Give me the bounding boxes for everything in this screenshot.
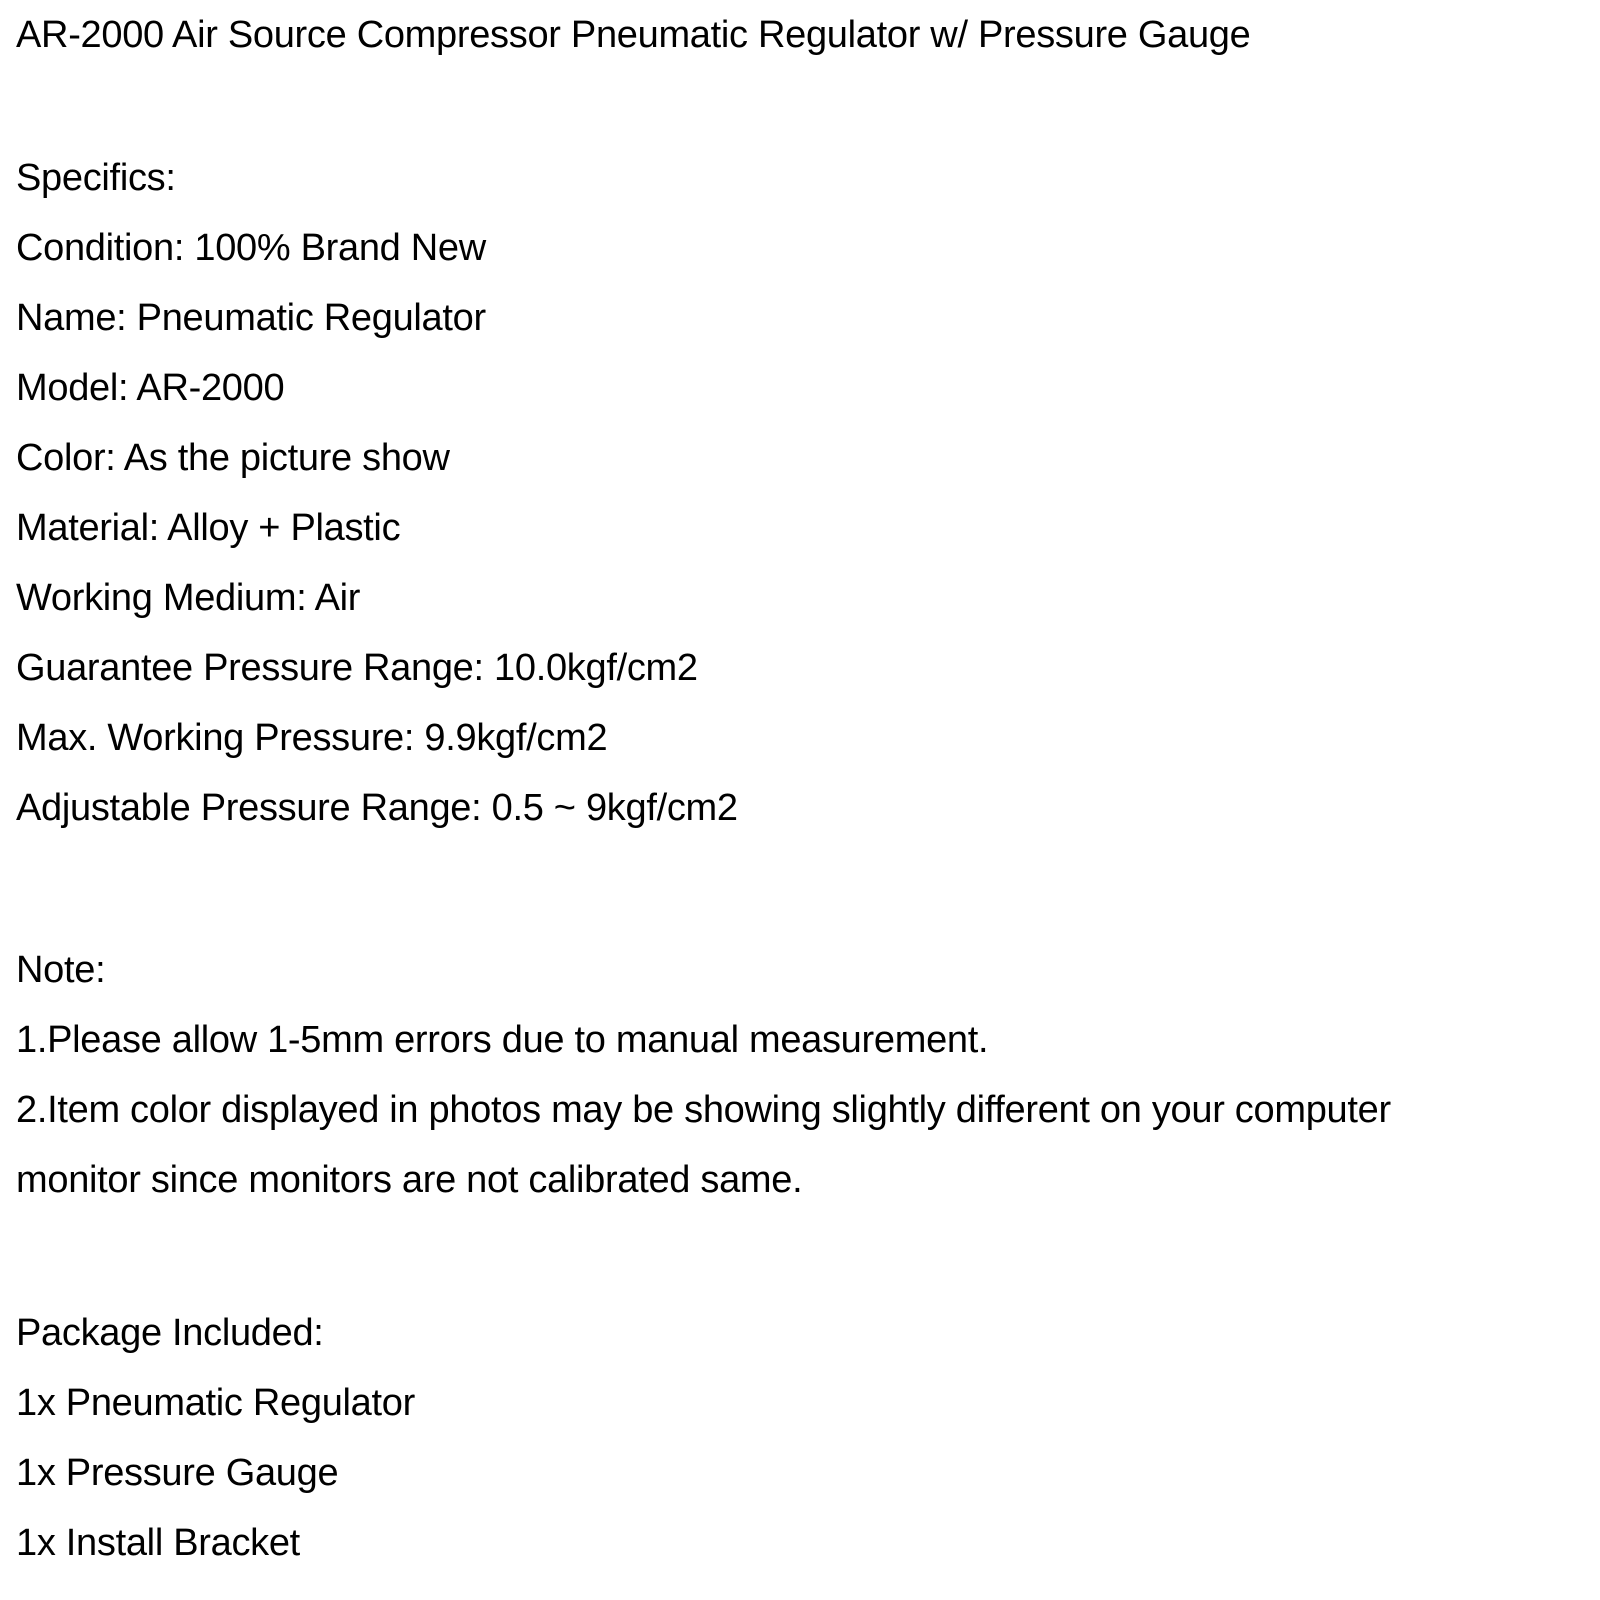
note-heading: Note: <box>16 949 106 991</box>
product-title: AR-2000 Air Source Compressor Pneumatic Regulator w/ Pressure Gauge <box>16 14 1251 56</box>
specifics-heading: Specifics: <box>16 157 176 199</box>
specifics-line-guarantee-pressure: Guarantee Pressure Range: 10.0kgf/cm2 <box>16 647 698 689</box>
specifics-line-name: Name: Pneumatic Regulator <box>16 297 486 339</box>
package-heading: Package Included: <box>16 1312 324 1354</box>
specifics-line-condition: Condition: 100% Brand New <box>16 227 486 269</box>
note-line-2: 2.Item color displayed in photos may be showing slightly different on your computer <box>16 1089 1391 1131</box>
specifics-line-model: Model: AR-2000 <box>16 367 285 409</box>
specifics-line-adjustable-pressure: Adjustable Pressure Range: 0.5 ~ 9kgf/cm2 <box>16 787 738 829</box>
note-line-1: 1.Please allow 1-5mm errors due to manual measurement. <box>16 1019 989 1061</box>
package-line-regulator: 1x Pneumatic Regulator <box>16 1382 415 1424</box>
note-line-2-continued: monitor since monitors are not calibrated same. <box>16 1159 803 1201</box>
package-line-bracket: 1x Install Bracket <box>16 1522 300 1564</box>
specifics-line-working-medium: Working Medium: Air <box>16 577 361 619</box>
package-line-gauge: 1x Pressure Gauge <box>16 1452 339 1494</box>
specifics-line-max-working-pressure: Max. Working Pressure: 9.9kgf/cm2 <box>16 717 608 759</box>
specifics-line-material: Material: Alloy + Plastic <box>16 507 401 549</box>
specifics-line-color: Color: As the picture show <box>16 437 450 479</box>
